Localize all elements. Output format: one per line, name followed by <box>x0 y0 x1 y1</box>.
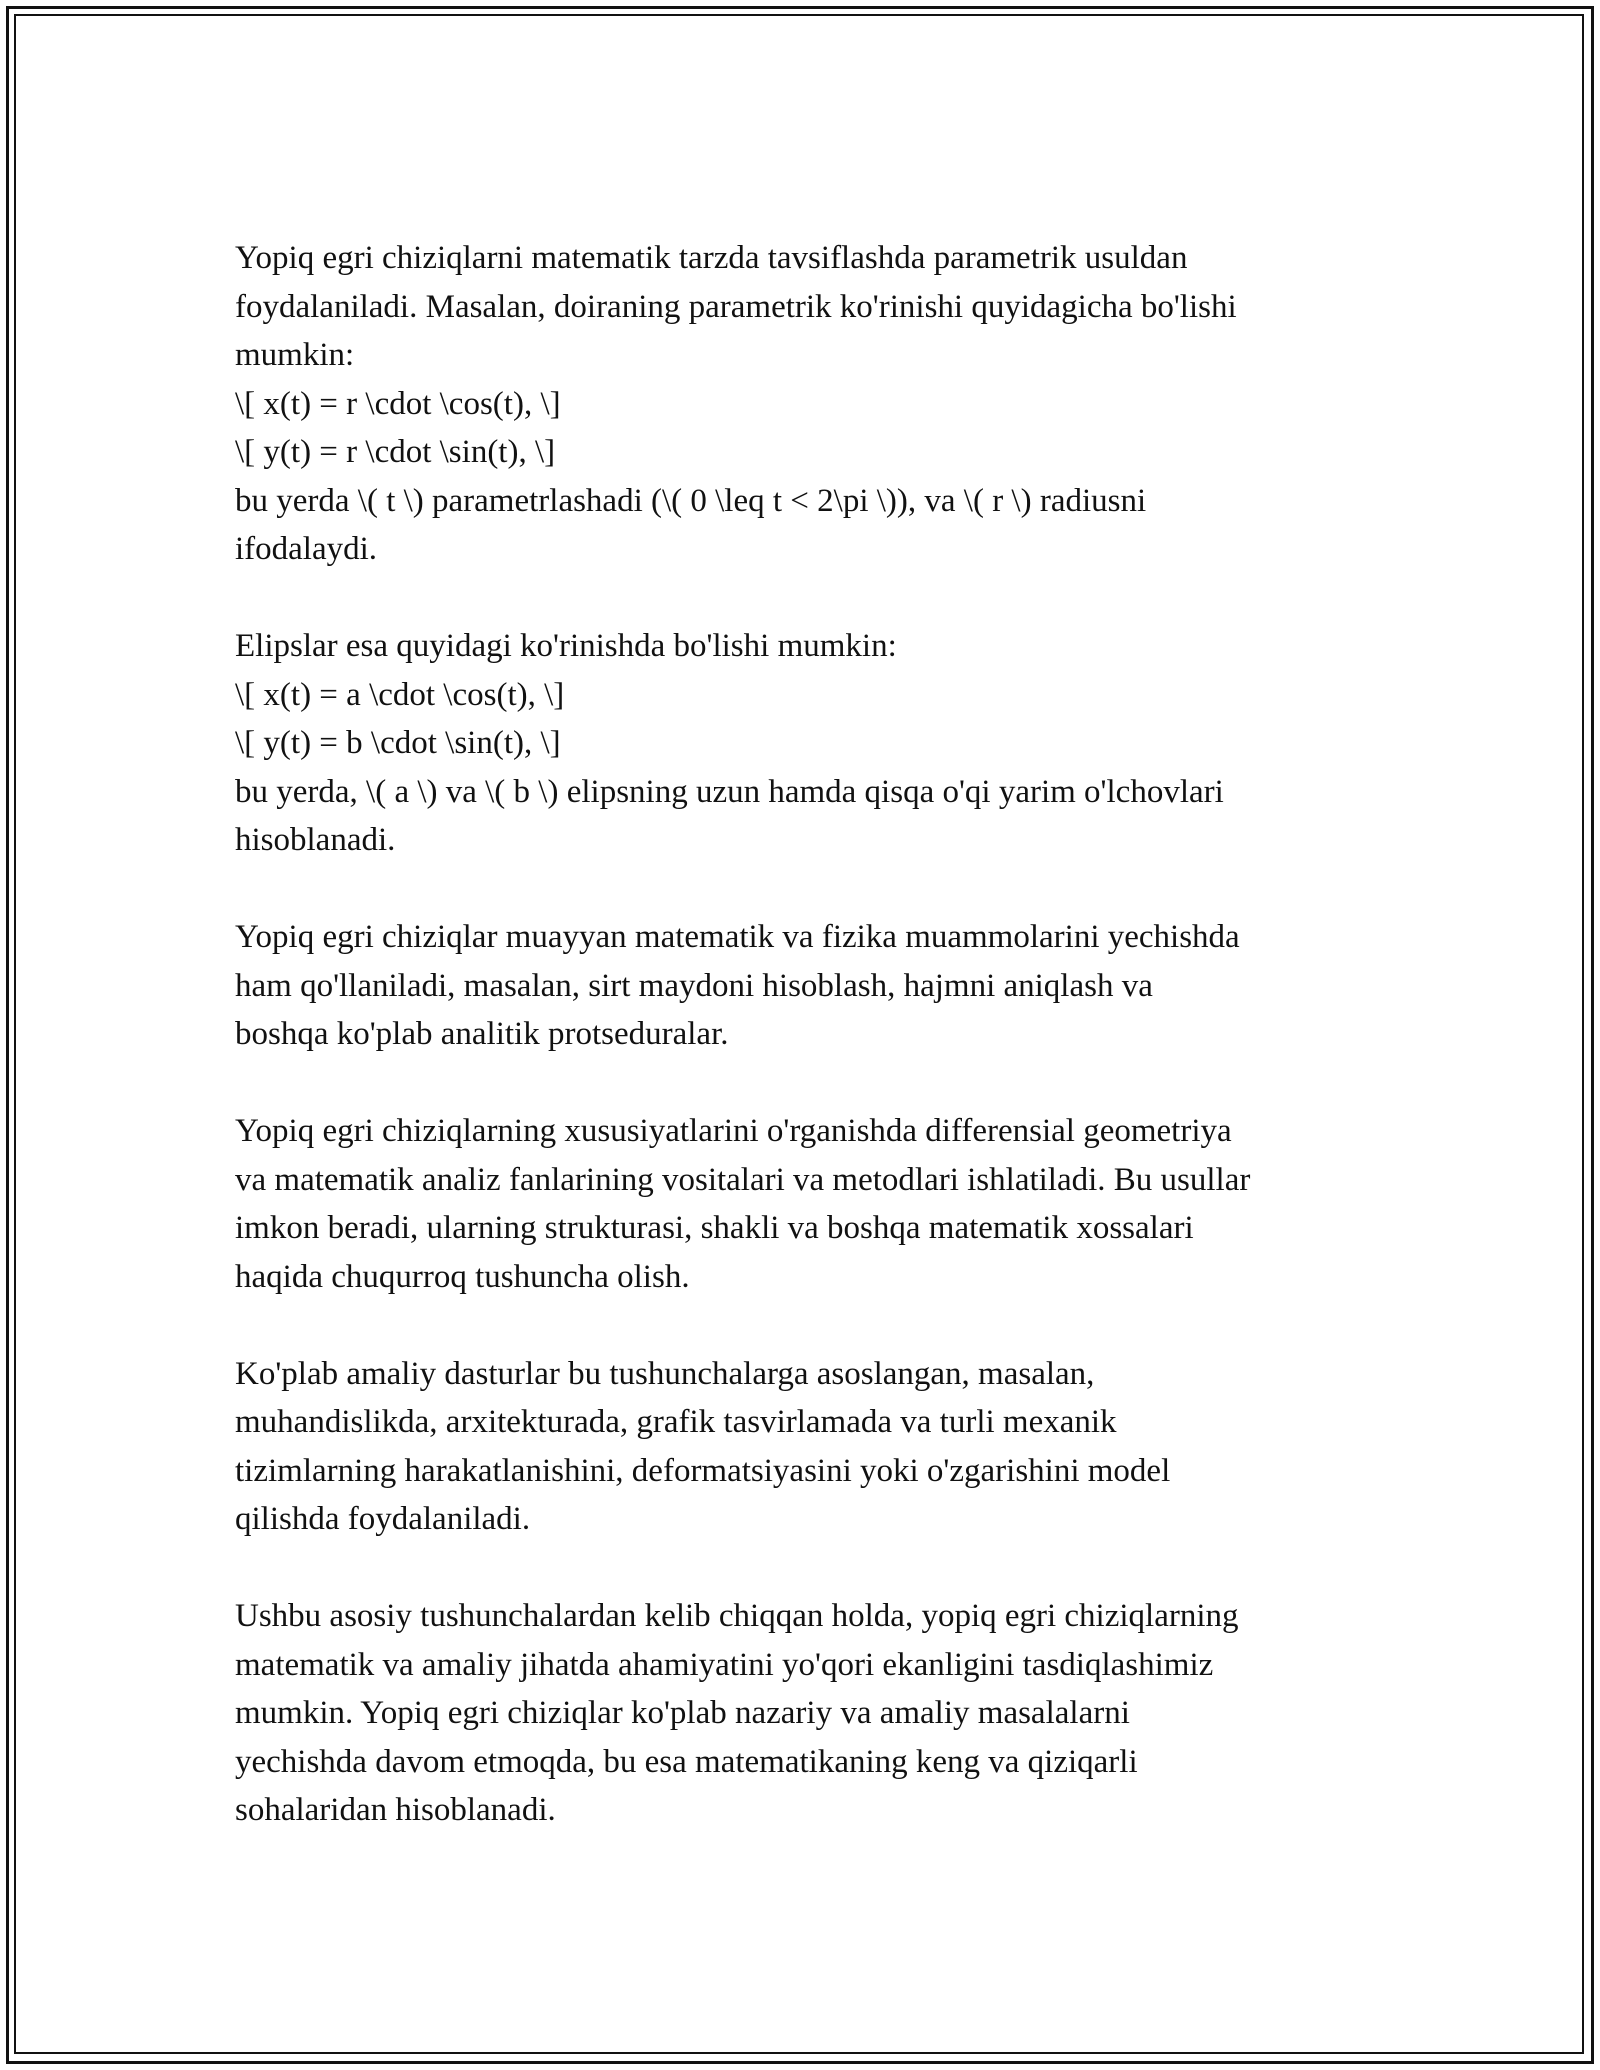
paragraph-conclusion <box>235 1592 1375 1835</box>
text-line: sohalaridan hisoblanadi. <box>235 1792 556 1828</box>
text-line: Yopiq egri chiziqlarni matematik tarzda tavsiflashda parametrik usuldan <box>235 240 1188 276</box>
text-line: boshqa ko'plab analitik protseduralar. <box>235 1016 729 1052</box>
text-line: mumkin: <box>235 337 355 373</box>
text-line: mumkin. Yopiq egri chiziqlar ko'plab nazariy va amaliy masalalarni <box>235 1695 1130 1731</box>
text-line: hisoblanadi. <box>235 822 396 858</box>
text-line: Ko'plab amaliy dasturlar bu tushunchalarga asoslangan, masalan, <box>235 1355 1095 1392</box>
text-line: imkon beradi, ularning strukturasi, shakli va boshqa matematik xossalari <box>235 1210 1194 1246</box>
text-line: bu yerda, \( a \) va \( b \) elipsning uzun hamda qisqa o'qi yarim o'lchovlari <box>235 773 1224 810</box>
text-line: ifodalaydi. <box>235 531 378 567</box>
paragraph-applications <box>235 913 1375 1059</box>
paragraph-ellipse <box>235 622 1375 865</box>
text-line: qilishda foydalaniladi. <box>235 1501 531 1537</box>
text-line: yechishda davom etmoqda, bu esa matematikaning keng va qiziqarli <box>235 1743 1138 1780</box>
text-line: muhandislikda, arxitekturada, grafik tasvirlamada va turli mexanik <box>235 1404 1117 1440</box>
text-line: va matematik analiz fanlarining vositalari va metodlari ishlatiladi. Bu usullar <box>235 1161 1251 1198</box>
formula-line: \[ y(t) = b \cdot \sin(t), \] <box>235 725 561 761</box>
formula-line: \[ x(t) = a \cdot \cos(t), \] <box>235 676 565 713</box>
text-line: Elipslar esa quyidagi ko'rinishda bo'lishi mumkin: <box>235 628 897 664</box>
paragraph-differential-geometry <box>235 1107 1375 1301</box>
text-line: matematik va amaliy jihatda ahamiyatini yo'qori ekanligini tasdiqlashimiz <box>235 1646 1214 1683</box>
text-line: haqida chuqurroq tushuncha olish. <box>235 1258 690 1295</box>
text-line: Ushbu asosiy tushunchalardan kelib chiqqan holda, yopiq egri chiziqlarning <box>235 1598 1239 1634</box>
text-line: tizimlarning harakatlanishini, deformatsiyasini yoki o'zgarishini model <box>235 1452 1171 1489</box>
text-line: ham qo'llaniladi, masalan, sirt maydoni hisoblash, hajmni aniqlash va <box>235 967 1153 1004</box>
text-line: Yopiq egri chiziqlarning xususiyatlarini o'rganishda differensial geometriya <box>235 1113 1232 1149</box>
document-body <box>235 234 1375 1883</box>
text-line: bu yerda \( t \) parametrlashadi (\( 0 \leq t < 2\pi \)), va \( r \) radiusni <box>235 482 1147 519</box>
formula-line: \[ y(t) = r \cdot \sin(t), \] <box>235 434 556 470</box>
formula-line: \[ x(t) = r \cdot \cos(t), \] <box>235 385 561 422</box>
text-line: foydalaniladi. Masalan, doiraning parametrik ko'rinishi quyidagicha bo'lishi <box>235 288 1237 325</box>
text-line: Yopiq egri chiziqlar muayyan matematik va fizika muammolarini yechishda <box>235 919 1240 955</box>
paragraph-parametric-circle <box>235 234 1375 574</box>
paragraph-practical-programs <box>235 1350 1375 1544</box>
